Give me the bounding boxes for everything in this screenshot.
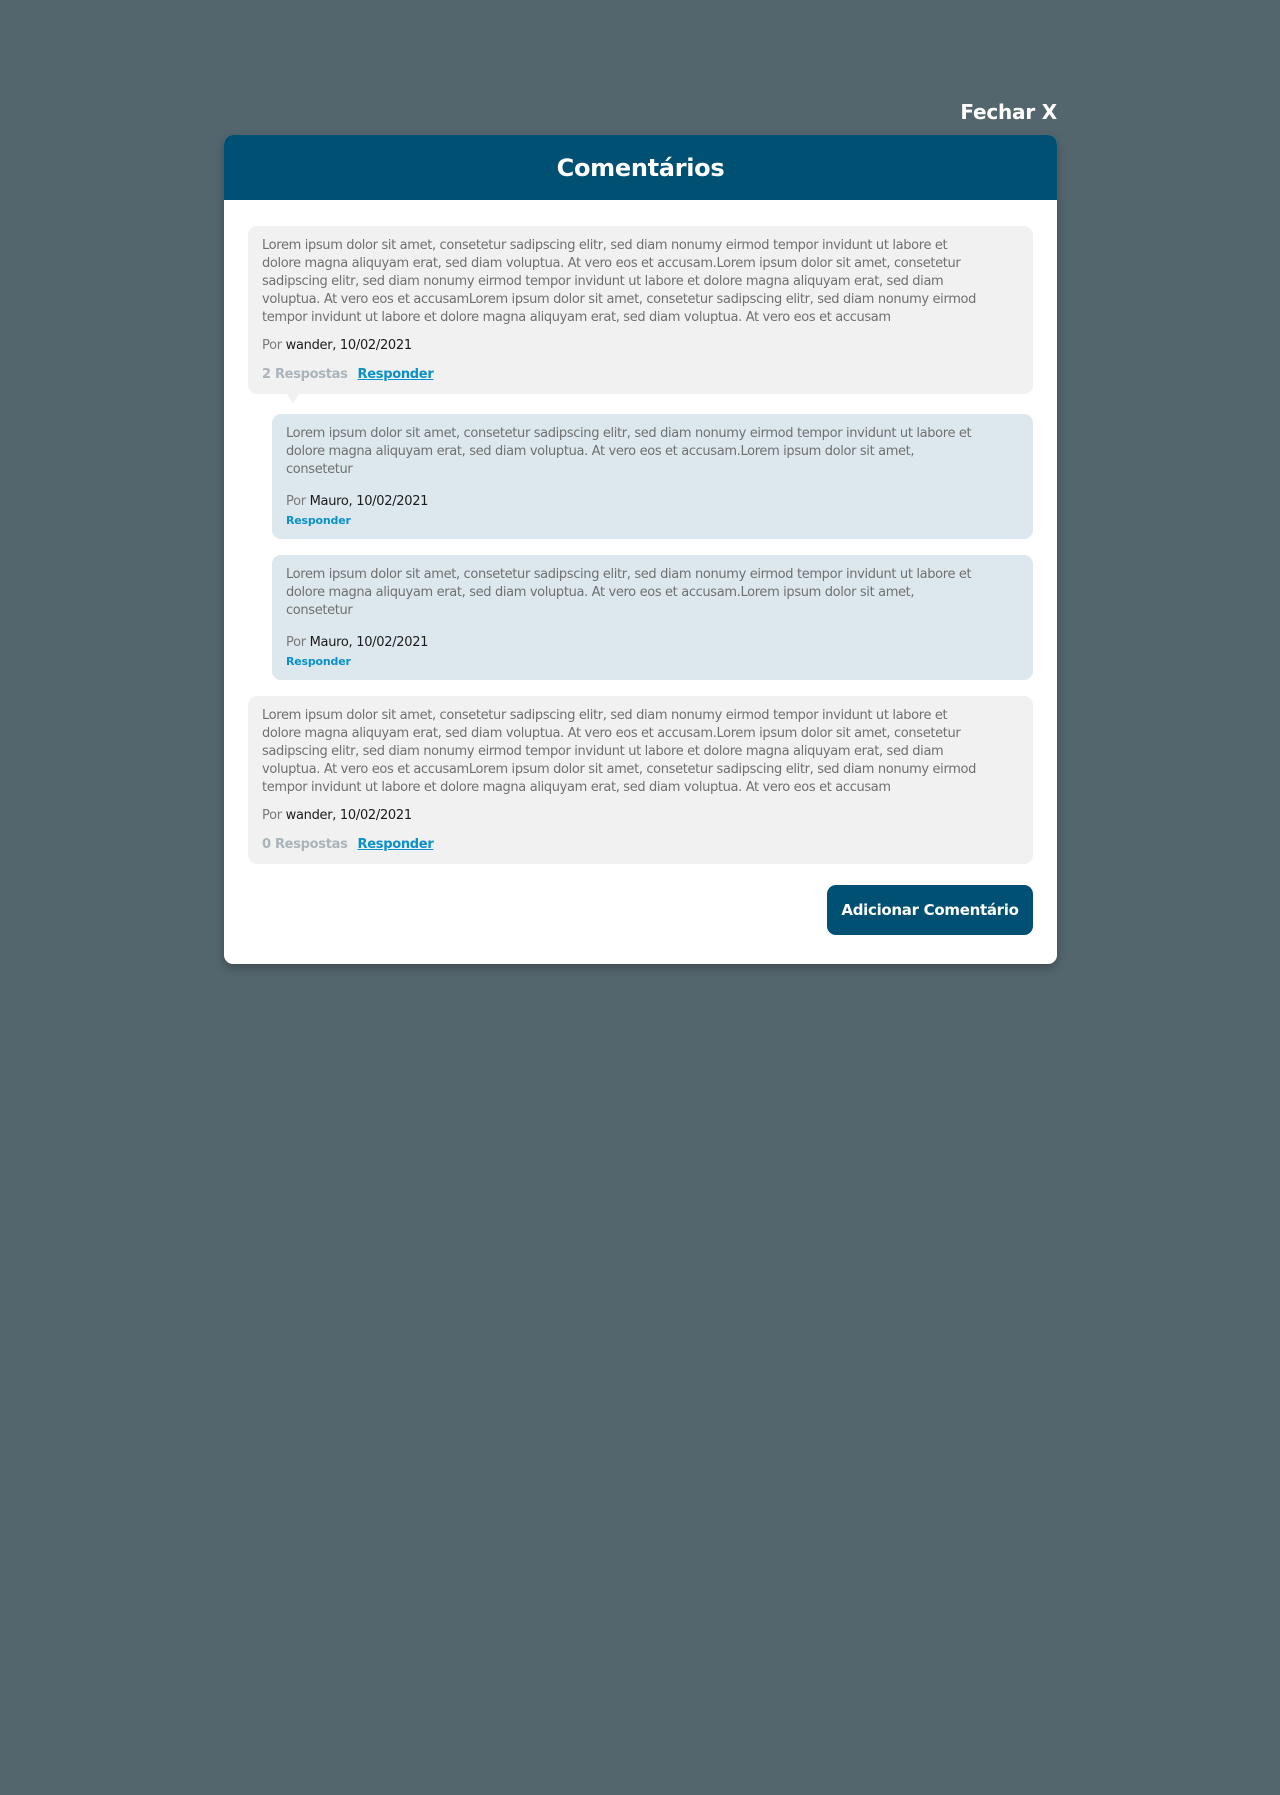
reply-text: Lorem ipsum dolor sit amet, consetetur sadipscing elitr, sed diam nonumy eirmod tempor invidunt ut labore et dolore magna aliquyam erat, sed diam voluptua. At vero eos et accusam.Lorem ipsum dolor sit amet, consetetur: [286, 426, 972, 477]
add-comment-button[interactable]: Adicionar Comentário: [827, 885, 1033, 935]
reply-meta: [286, 634, 1019, 652]
reply-by-label: Por: [286, 494, 306, 509]
modal-title: Comentários: [556, 153, 725, 182]
comment-meta: [262, 807, 1019, 825]
close-modal-link[interactable]: Fechar X: [960, 100, 1057, 124]
comment-actions: [262, 837, 1019, 852]
speech-pointer: [287, 394, 299, 404]
comment-card: [248, 696, 1033, 864]
comment-actions: [262, 367, 1019, 382]
comment-author-date: wander, 10/02/2021: [285, 808, 412, 823]
comment-card: [248, 226, 1033, 394]
reply-link[interactable]: Responder: [357, 367, 434, 382]
reply-text: Lorem ipsum dolor sit amet, consetetur sadipscing elitr, sed diam nonumy eirmod tempor invidunt ut labore et dolore magna aliquyam erat, sed diam voluptua. At vero eos et accusam.Lorem ipsum dolor sit amet, consetetur: [286, 567, 972, 618]
comment-text: Lorem ipsum dolor sit amet, consetetur sadipscing elitr, sed diam nonumy eirmod tempor invidunt ut labore et dolore magna aliquyam erat, sed diam voluptua. At vero eos et accusam.Lorem ipsum dolor sit amet, consetetur sadipscing elitr, sed diam nonumy eirmod tempor invidunt ut labore et dolore magna aliquyam erat, sed diam voluptua. At vero eos et accusamLorem ipsum dolor sit amet, consetetur sadipscing elitr, sed diam nonumy eirmod tempor invidunt ut labore et dolore magna aliquyam erat, sed diam voluptua. At vero eos et accusam: [262, 708, 977, 795]
replies-list: [272, 414, 1033, 680]
comment-text: Lorem ipsum dolor sit amet, consetetur sadipscing elitr, sed diam nonumy eirmod tempor invidunt ut labore et dolore magna aliquyam erat, sed diam voluptua. At vero eos et accusam.Lorem ipsum dolor sit amet, consetetur sadipscing elitr, sed diam nonumy eirmod tempor invidunt ut labore et dolore magna aliquyam erat, sed diam voluptua. At vero eos et accusamLorem ipsum dolor sit amet, consetetur sadipscing elitr, sed diam nonumy eirmod tempor invidunt ut labore et dolore magna aliquyam erat, sed diam voluptua. At vero eos et accusam: [262, 238, 977, 325]
comment-by-label: Por: [262, 808, 282, 823]
comments-modal: [224, 135, 1057, 964]
comment-author-date: wander, 10/02/2021: [285, 338, 412, 353]
reply-author-date: Mauro, 10/02/2021: [309, 494, 429, 509]
replies-count: 0 Respostas: [262, 837, 348, 852]
reply-meta: [286, 493, 1019, 511]
reply-reply-link[interactable]: Responder: [286, 655, 351, 668]
reply-reply-link[interactable]: Responder: [286, 514, 351, 527]
comment-by-label: Por: [262, 338, 282, 353]
modal-body: [224, 200, 1057, 964]
comment-meta: [262, 337, 1019, 355]
modal-footer: [248, 885, 1033, 935]
replies-count: 2 Respostas: [262, 367, 348, 382]
modal-header: [224, 135, 1057, 200]
reply-link[interactable]: Responder: [357, 837, 434, 852]
reply-by-label: Por: [286, 635, 306, 650]
reply-card: [272, 414, 1033, 539]
reply-card: [272, 555, 1033, 680]
reply-author-date: Mauro, 10/02/2021: [309, 635, 429, 650]
